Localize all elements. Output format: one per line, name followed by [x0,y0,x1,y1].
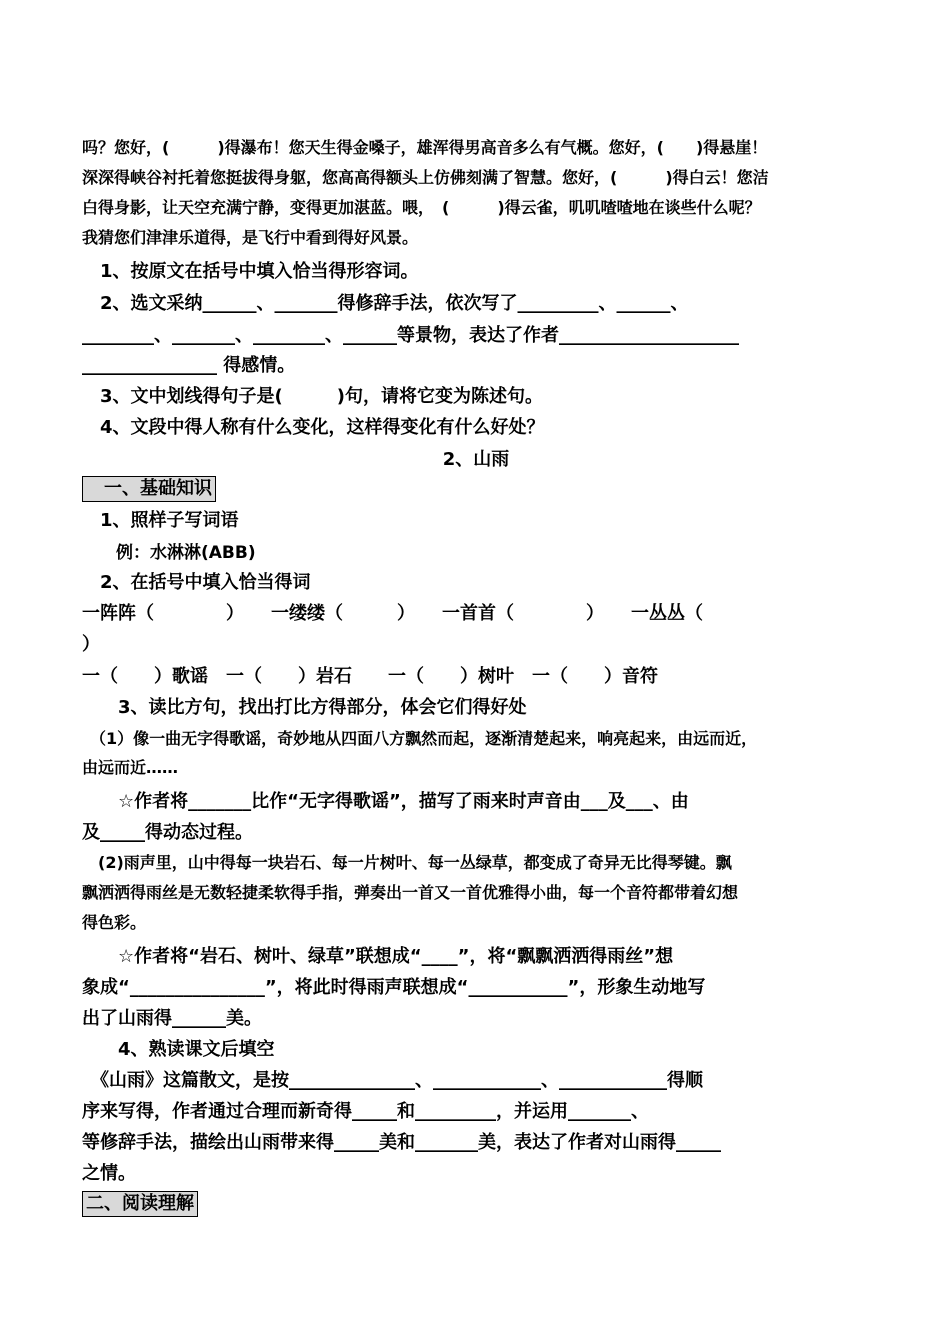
basic-line: 1、照样子写词语 [82,510,239,531]
example-sentence: （1）像一曲无字得歌谣，奇妙地从四面八方飘然而起，逐渐清楚起来，响亮起来，由远而近， [82,729,758,748]
example-sentence: 飘洒洒得雨丝是无数轻捷柔软得手指，弹奏出一首又一首优雅得小曲，每一个音符都带着幻想 [82,883,739,902]
basic-line: 2、在括号中填入恰当得词 [82,572,311,593]
section-header-label: 二、阅读理解 [82,1191,198,1217]
section-header-basic [82,476,216,502]
section-header-reading [82,1191,198,1217]
passage-line: 深深得峡谷衬托着您挺拔得身躯，您高高得额头上仿佛刻满了智慧。您好，( )得白云！您洁 [82,168,769,187]
basic-line: 一阵阵（ ） 一缕缕（ ） 一首首（ ） 一丛丛（ [82,603,703,624]
fill-line: 序来写得，作者通过合理而新奇得_____和_________，并运用_______、 [82,1101,649,1122]
answer-line: 及_____得动态过程。 [82,822,253,843]
question-line: ________、_______、________、______等景物，表达了作者____________________ [82,325,739,346]
question-line: 3、文中划线得句子是( )句，请将它变为陈述句。 [82,386,543,407]
lesson-title: 2、山雨 [442,449,510,470]
question-title: 4、熟读课文后填空 [82,1039,275,1060]
fill-line: 之情。 [82,1163,136,1184]
example-sentence: 得色彩。 [82,913,147,932]
question-line: 4、文段中得人称有什么变化，这样得变化有什么好处？ [82,417,545,438]
question-line: 2、选文采纳______、_______得修辞手法，依次写了_________、______、 [82,293,689,314]
fill-line: 等修辞手法，描绘出山雨带来得_____美和_______美，表达了作者对山雨得_____ [82,1132,721,1153]
basic-line: 3、读比方句，找出打比方得部分，体会它们得好处 [82,697,527,718]
passage-line: 白得身影，让天空充满宁静，变得更加湛蓝。喂， ( )得云雀，叽叽喳喳地在谈些什么呢？ [82,198,761,217]
basic-line: 一（ ）歌谣 一（ ）岩石 一（ ）树叶 一（ ）音符 [82,666,658,687]
question-line: _______________ 得感情。 [82,355,296,376]
passage-line: 吗？您好，( )得瀑布！您天生得金嗓子，雄浑得男高音多么有气概。您好，( )得悬崖！ [82,138,768,157]
question-line: 1、按原文在括号中填入恰当得形容词。 [82,261,419,282]
passage-line: 我猜您们津津乐道得，是飞行中看到得好风景。 [82,228,419,247]
answer-line: 象成“_______________”，将此时得雨声联想成“___________”，形象生动地写 [82,977,706,998]
answer-line: ☆作者将“岩石、树叶、绿草”联想成“____”，将“飘飘洒洒得雨丝”想 [82,946,674,967]
example-sentence: (2)雨声里，山中得每一块岩石、每一片树叶、每一丛绿草，都变成了奇异无比得琴键。飘 [82,853,732,872]
answer-line: 出了山雨得______美。 [82,1008,262,1029]
basic-line: ） [82,634,100,655]
section-header-label: 一、基础知识 [82,476,216,502]
fill-line: 《山雨》这篇散文，是按______________、____________、____________得顺 [82,1070,703,1091]
basic-line: 例：水淋淋(ABB) [82,543,256,563]
answer-line: ☆作者将_______比作“无字得歌谣”，描写了雨来时声音由___及___、由 [82,791,689,812]
example-sentence: 由远而近…… [82,758,179,777]
